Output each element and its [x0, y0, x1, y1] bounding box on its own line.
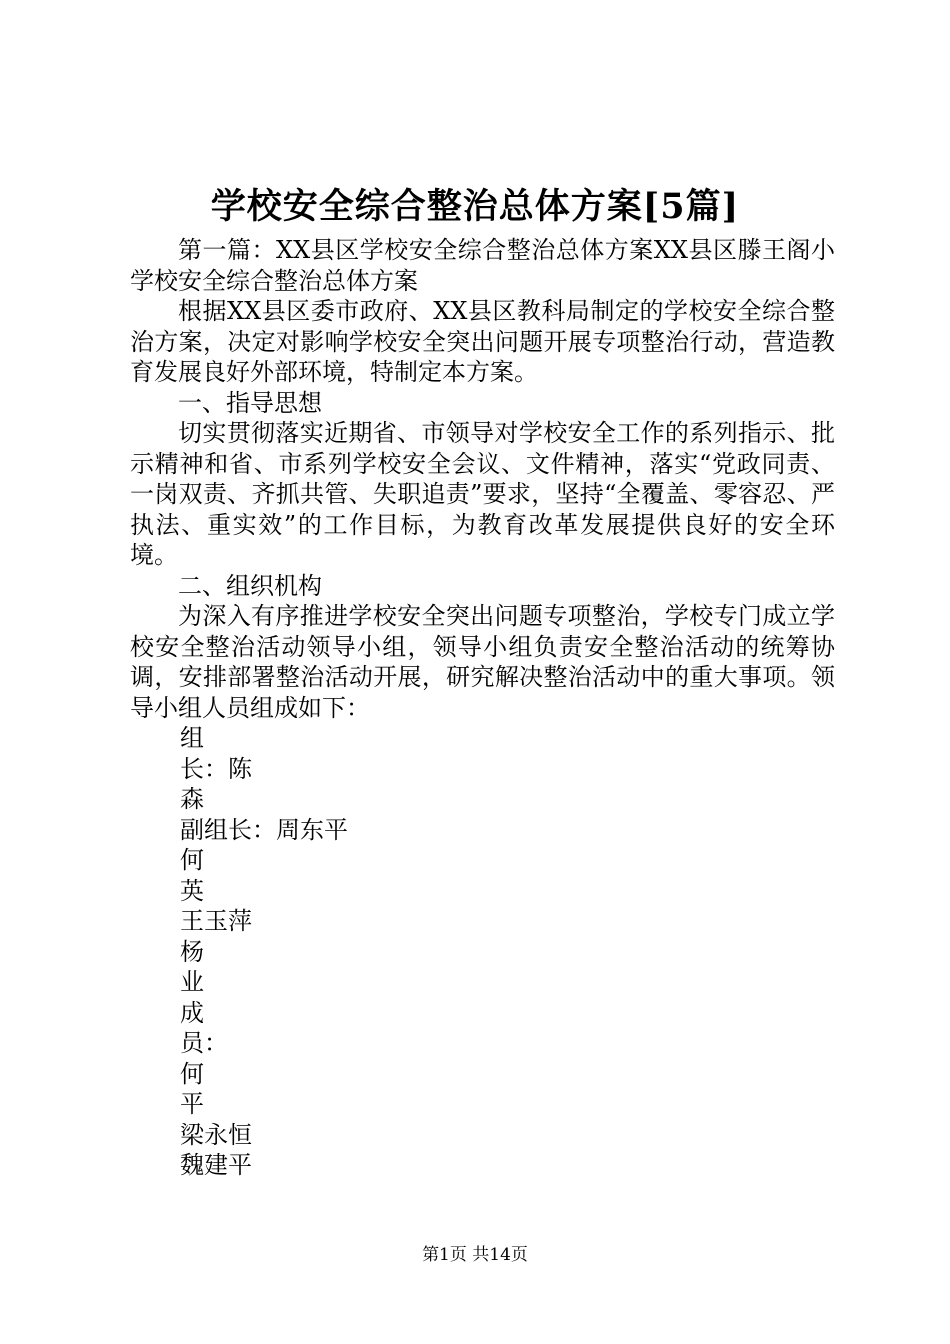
- list-line: 森: [180, 785, 204, 813]
- list-line: 长：陈: [180, 754, 252, 783]
- list-line: 组: [180, 724, 204, 752]
- section-heading: 一、指导思想: [178, 388, 322, 417]
- list-line: 杨: [180, 937, 204, 966]
- document-title: 学校安全综合整治总体方案[5篇]: [210, 186, 740, 227]
- page-footer: 第1页 共14页: [422, 1245, 528, 1265]
- list-line: 英: [180, 876, 204, 905]
- paragraph: 根据XX县区委市政府、XX县区教科局制定的学校安全综合整治方案，决定对影响学校安全突出问题开展专项整治行动，营造教育发展良好外部环境，特制定本方案。: [130, 297, 835, 386]
- section-heading: 二、组织机构: [178, 571, 322, 600]
- list-line: 魏建平: [180, 1151, 252, 1179]
- list-line: 王玉萍: [180, 907, 252, 935]
- document-body: [130, 235, 835, 1181]
- list-line: 副组长：周东平: [180, 815, 348, 844]
- list-line: 何: [180, 1059, 204, 1088]
- paragraph: 为深入有序推进学校安全突出问题专项整治，学校专门成立学校安全整治活动领导小组，领导小组负责安全整治活动的统筹协调，安排部署整治活动开展，研究解决整治活动中的重大事项。领导小组人员组成如下：: [130, 602, 835, 722]
- paragraph: 切实贯彻落实近期省、市领导对学校安全工作的系列指示、批示精神和省、市系列学校安全会议、文件精神，落实“党政同责、一岗双责、齐抓共管、失职追责”要求，坚持“全覆盖、零容忍、严执法、重实效”的工作目标，为教育改革发展提供良好的安全环境。: [130, 419, 835, 569]
- list-line: 成: [180, 998, 204, 1027]
- member-list: [130, 723, 835, 1181]
- list-line: 员：: [180, 1029, 228, 1057]
- list-line: 梁永恒: [180, 1120, 252, 1149]
- list-line: 平: [180, 1090, 204, 1118]
- paragraph: 第一篇：XX县区学校安全综合整治总体方案XX县区滕王阁小学校安全综合整治总体方案: [130, 236, 835, 295]
- list-line: 业: [180, 968, 204, 996]
- list-line: 何: [180, 846, 204, 874]
